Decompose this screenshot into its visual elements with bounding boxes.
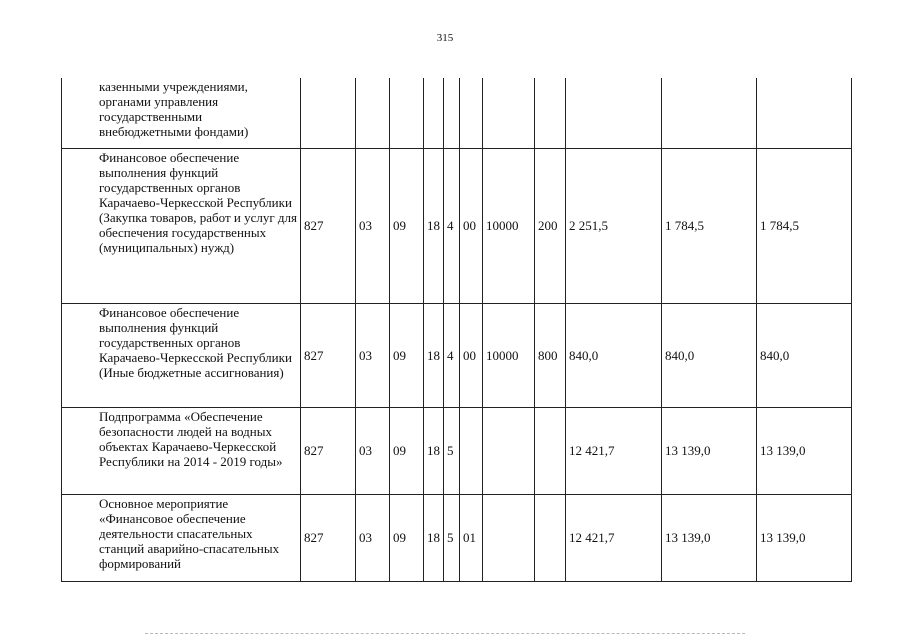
table-row — [62, 148, 852, 303]
subsection-code-cell: 09 — [390, 303, 424, 407]
section-code-cell: 03 — [356, 407, 390, 494]
subsection-code-cell: 09 — [390, 148, 424, 303]
subsection-code-cell: 09 — [390, 494, 424, 581]
direction-code-cell: 10000 — [483, 303, 535, 407]
expense-type-cell — [535, 78, 566, 148]
expense-type-cell: 800 — [535, 303, 566, 407]
row-name-cell: Подпрограмма «Обеспечение безопасности людей на водных объектах Карачаево-Черкесской Республики на 2014 - 2019 годы» — [62, 407, 301, 494]
admin-code-cell — [301, 78, 356, 148]
sum-2018-cell: 13 139,0 — [662, 494, 757, 581]
row-name-cell: Финансовое обеспечение выполнения функций государственных органов Карачаево-Черкесской Республики (Иные бюджетные ассигнования) — [62, 303, 301, 407]
sum-2019-cell: 13 139,0 — [757, 494, 852, 581]
sum-2019-cell: 840,0 — [757, 303, 852, 407]
sum-2018-cell — [662, 78, 757, 148]
admin-code-cell: 827 — [301, 148, 356, 303]
event-code-cell: 00 — [460, 148, 483, 303]
subprogram-code-cell: 4 — [444, 303, 460, 407]
subsection-code-cell — [390, 78, 424, 148]
section-code-cell: 03 — [356, 148, 390, 303]
expense-type-cell: 200 — [535, 148, 566, 303]
sum-2017-cell: 12 421,7 — [566, 494, 662, 581]
budget-table — [61, 78, 852, 582]
scan-artifact-line — [145, 633, 745, 634]
sum-2017-cell: 2 251,5 — [566, 148, 662, 303]
direction-code-cell — [483, 407, 535, 494]
sum-2017-cell — [566, 78, 662, 148]
table-row — [62, 494, 852, 581]
sum-2019-cell: 1 784,5 — [757, 148, 852, 303]
section-code-cell — [356, 78, 390, 148]
direction-code-cell — [483, 78, 535, 148]
row-name-cell: Основное мероприятие «Финансовое обеспечение деятельности спасательных станций аварийно-спасательных формирований — [62, 494, 301, 581]
section-code-cell: 03 — [356, 494, 390, 581]
expense-type-cell — [535, 407, 566, 494]
row-name-cell: Финансовое обеспечение выполнения функций государственных органов Карачаево-Черкесской Республики (Закупка товаров, работ и услуг для обеспечения государственных (муниципальных) нужд) — [62, 148, 301, 303]
table-row — [62, 303, 852, 407]
admin-code-cell: 827 — [301, 494, 356, 581]
table-row — [62, 78, 852, 148]
event-code-cell — [460, 78, 483, 148]
direction-code-cell: 10000 — [483, 148, 535, 303]
admin-code-cell: 827 — [301, 407, 356, 494]
sum-2018-cell: 13 139,0 — [662, 407, 757, 494]
program-code-cell: 18 — [424, 148, 444, 303]
program-code-cell — [424, 78, 444, 148]
sum-2017-cell: 840,0 — [566, 303, 662, 407]
subprogram-code-cell: 5 — [444, 494, 460, 581]
program-code-cell: 18 — [424, 303, 444, 407]
row-name-cell: казенными учреждениями, органами управления государственными внебюджетными фондами) — [62, 78, 301, 148]
table-row — [62, 407, 852, 494]
sum-2019-cell: 13 139,0 — [757, 407, 852, 494]
section-code-cell: 03 — [356, 303, 390, 407]
page-number: 315 — [436, 32, 454, 44]
event-code-cell — [460, 407, 483, 494]
subprogram-code-cell — [444, 78, 460, 148]
subprogram-code-cell: 5 — [444, 407, 460, 494]
subprogram-code-cell: 4 — [444, 148, 460, 303]
event-code-cell: 01 — [460, 494, 483, 581]
sum-2018-cell: 1 784,5 — [662, 148, 757, 303]
expense-type-cell — [535, 494, 566, 581]
subsection-code-cell: 09 — [390, 407, 424, 494]
sum-2019-cell — [757, 78, 852, 148]
sum-2018-cell: 840,0 — [662, 303, 757, 407]
admin-code-cell: 827 — [301, 303, 356, 407]
program-code-cell: 18 — [424, 407, 444, 494]
direction-code-cell — [483, 494, 535, 581]
program-code-cell: 18 — [424, 494, 444, 581]
sum-2017-cell: 12 421,7 — [566, 407, 662, 494]
event-code-cell: 00 — [460, 303, 483, 407]
